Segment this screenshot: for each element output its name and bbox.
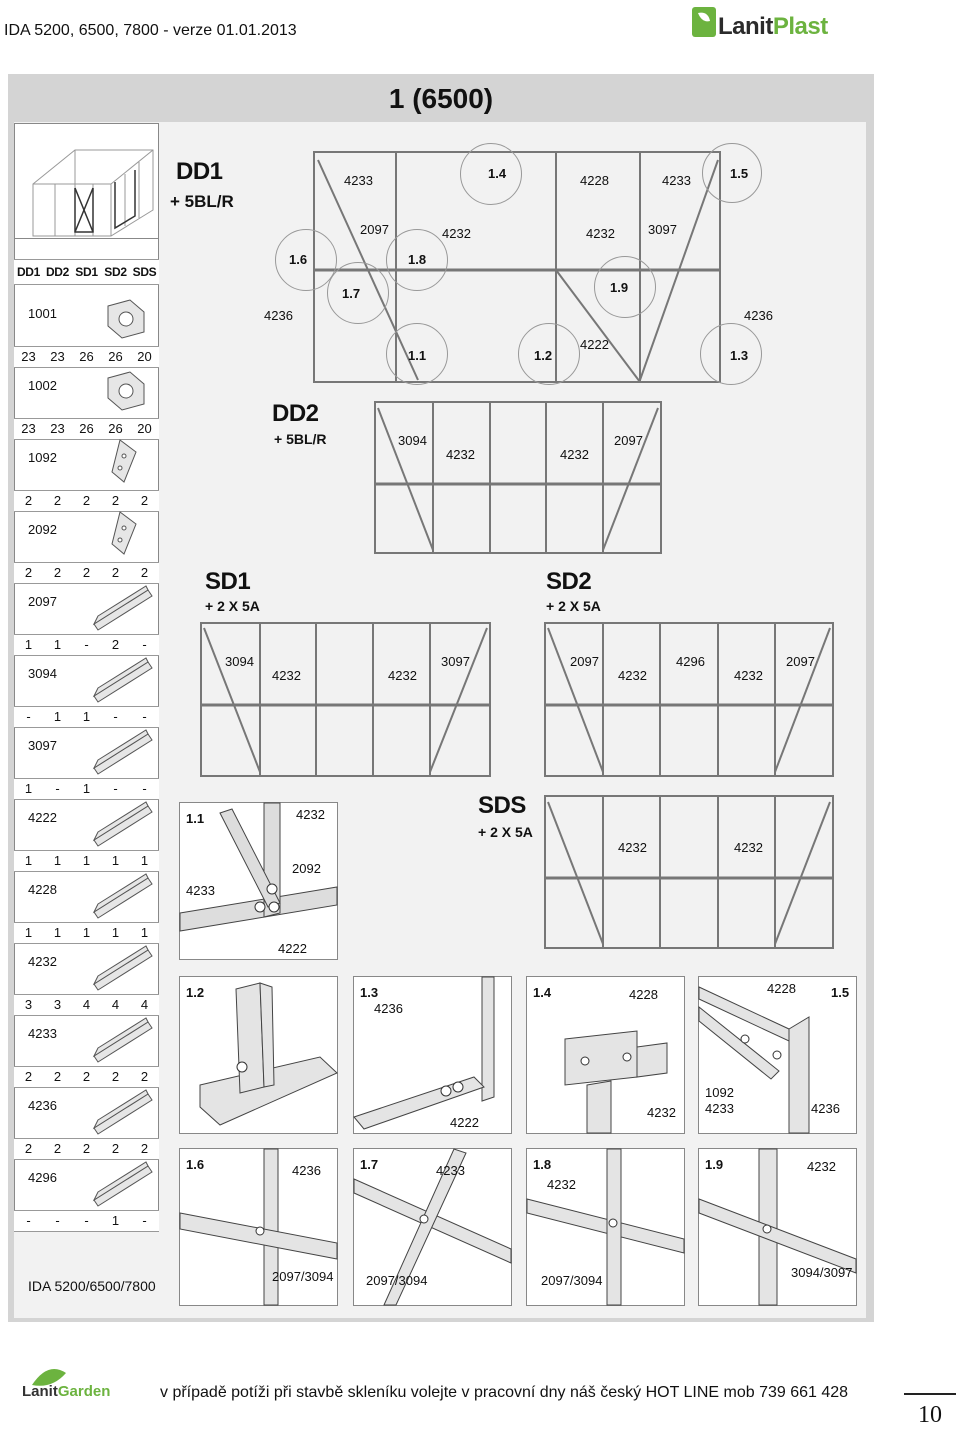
count-cell: 2 [140, 565, 149, 580]
part-label: 4222 [580, 337, 609, 352]
count-cell: 26 [79, 349, 94, 364]
detail-ref: 1.6 [289, 252, 308, 267]
count-cell: 2 [111, 1069, 120, 1084]
count-cell: - [55, 1213, 60, 1228]
count-cell: 2 [53, 493, 62, 508]
detail-panel-1-7 [353, 1148, 512, 1306]
part-label: 4236 [744, 308, 773, 323]
count-cell: 1 [140, 925, 149, 940]
count-cell: 1 [82, 781, 91, 796]
part-label: 4232 [446, 447, 475, 462]
count-cell: 26 [79, 421, 94, 436]
detail-panel-1-8 [526, 1148, 685, 1306]
part-code: 2097 [28, 594, 57, 609]
sd2-title: SD2 [546, 568, 592, 595]
count-cell: 1 [53, 925, 62, 940]
count-cell: 23 [21, 421, 36, 436]
count-cell: 2 [24, 1141, 33, 1156]
count-cell: 2 [140, 1141, 149, 1156]
detail-ref: 1.1 [408, 348, 427, 363]
count-cell: 2 [111, 565, 120, 580]
sds-subtitle: + 2 X 5A [478, 824, 533, 840]
part-label: 3094 [398, 433, 427, 448]
part-label: 2097 [360, 222, 389, 237]
detail-id: 1.3 [360, 985, 379, 1000]
count-cell: 2 [111, 493, 120, 508]
count-cell: 1 [82, 709, 91, 724]
part-label: 4232 [618, 840, 647, 855]
part-label: 4232 [442, 226, 471, 241]
count-cell: - [55, 781, 60, 796]
count-cell: 23 [21, 349, 36, 364]
detail-ref: 1.7 [342, 286, 361, 301]
count-cell: 1 [82, 853, 91, 868]
detail-1-2-drawing [180, 977, 337, 1133]
count-cell: 23 [50, 349, 65, 364]
count-cell: 3 [24, 997, 33, 1012]
count-cell: 1 [24, 781, 33, 796]
detail-panel-1-5 [698, 976, 857, 1134]
part-label: 4236 [264, 308, 293, 323]
detail-id: 1.1 [186, 811, 205, 826]
count-cell: 1 [53, 637, 62, 652]
count-cell: - [142, 1213, 147, 1228]
count-cell: - [84, 637, 89, 652]
count-cell: 2 [82, 565, 91, 580]
part-code: 4228 [28, 882, 57, 897]
page-title: 1 (6500) [388, 83, 494, 114]
part-label: 2097 [786, 654, 815, 669]
column-header: SD1 [75, 265, 98, 279]
count-cell: - [142, 709, 147, 724]
part-label: 4236 [292, 1163, 321, 1178]
dd1-subtitle: + 5BL/R [170, 192, 234, 211]
detail-panel-1-4 [526, 976, 685, 1134]
detail-panel-1-6 [179, 1148, 338, 1306]
part-label: 1092 [705, 1085, 734, 1100]
count-cell: 26 [108, 349, 123, 364]
count-cell: - [26, 1213, 31, 1228]
part-label: 4232 [734, 840, 763, 855]
count-cell: 2 [24, 565, 33, 580]
part-label: 4228 [580, 173, 609, 188]
detail-ref: 1.2 [534, 348, 553, 363]
part-label: 2097 [614, 433, 643, 448]
count-cell: 2 [111, 1141, 120, 1156]
detail-ref: 1.9 [610, 280, 629, 295]
count-cell: 4 [82, 997, 91, 1012]
count-cell: 2 [140, 493, 149, 508]
count-cell: 1 [53, 853, 62, 868]
count-cell: 1 [140, 853, 149, 868]
part-label: 4236 [374, 1001, 403, 1016]
part-label: 4228 [767, 981, 796, 996]
column-header: DD2 [45, 265, 70, 279]
hotline-text: v případě potíži při stavbě skleníku volejte v pracovní dny náš český HOT LINE mob 739 661 428 [160, 1384, 849, 1401]
detail-panel-1-2 [179, 976, 338, 1134]
count-cell: - [26, 709, 31, 724]
part-label: 2097 [570, 654, 599, 669]
detail-ref: 1.5 [730, 166, 749, 181]
count-cell: 2 [82, 1069, 91, 1084]
part-label: 4232 [734, 668, 763, 683]
model-footer: IDA 5200/6500/7800 [28, 1278, 156, 1294]
count-cell: - [84, 1213, 89, 1228]
count-cell: - [113, 781, 118, 796]
count-cell: 4 [140, 997, 149, 1012]
count-cell: 2 [53, 1141, 62, 1156]
part-label: 4232 [560, 447, 589, 462]
count-cell: 2 [140, 1069, 149, 1084]
part-label: 3097 [441, 654, 470, 669]
part-label: 3097 [648, 222, 677, 237]
count-cell: 3 [53, 997, 62, 1012]
part-label: 4236 [811, 1101, 840, 1116]
part-code: 3097 [28, 738, 57, 753]
count-cell: 1 [82, 925, 91, 940]
column-header: DD1 [16, 265, 41, 279]
count-cell: 2 [111, 637, 120, 652]
part-code: 1002 [28, 378, 57, 393]
part-label: 4222 [278, 941, 307, 956]
part-code: 3094 [28, 666, 57, 681]
lanitgarden-logo [18, 1367, 118, 1405]
sds-title: SDS [478, 792, 526, 819]
count-cell: 1 [111, 925, 120, 940]
detail-ref: 1.3 [730, 348, 749, 363]
part-label: 4233 [436, 1163, 465, 1178]
detail-id: 1.2 [186, 985, 205, 1000]
part-code: 4233 [28, 1026, 57, 1041]
count-cell: 2 [24, 493, 33, 508]
count-cell: 1 [24, 853, 33, 868]
count-cell: 1 [111, 853, 120, 868]
count-cell: 2 [24, 1069, 33, 1084]
part-code: 4236 [28, 1098, 57, 1113]
column-header: SDS [132, 265, 157, 279]
part-label: 4222 [450, 1115, 479, 1130]
part-label: 4232 [586, 226, 615, 241]
part-label: 4232 [807, 1159, 836, 1174]
count-cell: 1 [111, 1213, 120, 1228]
part-code: 4232 [28, 954, 57, 969]
detail-id: 1.8 [533, 1157, 552, 1172]
part-label: 4233 [344, 173, 373, 188]
part-label: 4233 [186, 883, 215, 898]
detail-id: 1.5 [831, 985, 850, 1000]
detail-panel-1-1 [179, 802, 338, 960]
part-label: 2092 [292, 861, 321, 876]
part-label: 2097/3094 [366, 1273, 428, 1288]
part-label: 2097/3094 [541, 1273, 603, 1288]
count-cell: 2 [82, 1141, 91, 1156]
part-label: 4233 [662, 173, 691, 188]
column-header: SD2 [104, 265, 127, 279]
part-label: 3094 [225, 654, 254, 669]
part-label: 3094/3097 [791, 1265, 853, 1280]
dd2-title: DD2 [272, 400, 319, 427]
sd2-subtitle: + 2 X 5A [546, 598, 601, 614]
part-code: 4296 [28, 1170, 57, 1185]
count-cell: - [142, 781, 147, 796]
detail-id: 1.9 [705, 1157, 724, 1172]
detail-id: 1.6 [186, 1157, 205, 1172]
detail-ref: 1.8 [408, 252, 427, 267]
count-cell: 1 [24, 925, 33, 940]
detail-id: 1.4 [533, 985, 552, 1000]
page-number: 10 [904, 1393, 956, 1435]
count-cell: 20 [137, 421, 152, 436]
count-cell: 2 [82, 493, 91, 508]
count-cell: 2 [53, 1069, 62, 1084]
part-label: 4232 [296, 807, 325, 822]
detail-id: 1.7 [360, 1157, 379, 1172]
part-label: 4232 [388, 668, 417, 683]
logo-text: LanitGarden [22, 1383, 111, 1400]
part-label: 4232 [618, 668, 647, 683]
sd1-subtitle: + 2 X 5A [205, 598, 260, 614]
count-cell: - [142, 637, 147, 652]
part-label: 4233 [705, 1101, 734, 1116]
dd1-title: DD1 [176, 158, 223, 185]
detail-1-1-drawing [180, 803, 337, 959]
count-cell: 20 [137, 349, 152, 364]
part-label: 4228 [629, 987, 658, 1002]
detail-panel-1-3 [353, 976, 512, 1134]
count-cell: 23 [50, 421, 65, 436]
logo-text: LanitPlast [718, 13, 828, 40]
count-cell: 26 [108, 421, 123, 436]
part-label: 2097/3094 [272, 1269, 334, 1284]
part-code: 1001 [28, 306, 57, 321]
sd1-title: SD1 [205, 568, 251, 595]
detail-ref: 1.4 [488, 166, 507, 181]
detail-panel-1-9 [698, 1148, 857, 1306]
count-cell: 4 [111, 997, 120, 1012]
count-cell: 1 [53, 709, 62, 724]
part-code: 2092 [28, 522, 57, 537]
part-code: 1092 [28, 450, 57, 465]
count-cell: - [113, 709, 118, 724]
dd2-subtitle: + 5BL/R [274, 431, 327, 447]
part-label: 4296 [676, 654, 705, 669]
count-cell: 1 [24, 637, 33, 652]
part-label: 4232 [647, 1105, 676, 1120]
document-title: IDA 5200, 6500, 7800 - verze 01.01.2013 [4, 22, 297, 39]
part-code: 4222 [28, 810, 57, 825]
count-cell: 2 [53, 565, 62, 580]
part-label: 4232 [272, 668, 301, 683]
part-label: 4232 [547, 1177, 576, 1192]
